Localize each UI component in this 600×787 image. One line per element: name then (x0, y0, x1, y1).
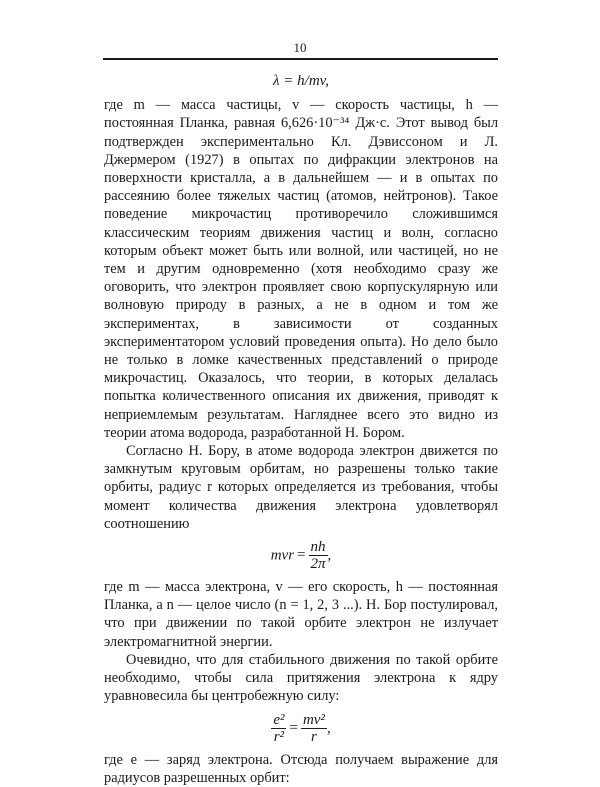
formula-bohr-fraction (309, 539, 328, 572)
formula-force-comma: , (326, 719, 331, 736)
formula-force-left-fraction (271, 712, 286, 745)
formula-force-right-fraction (301, 712, 327, 745)
formula-force-left-denominator: r² (273, 728, 285, 745)
formula-bohr-comma: , (327, 547, 332, 564)
paragraph-2: Согласно Н. Бору, в атоме водорода электрон движется по замкнутым круговым орбитам, но разрешены только такие орбиты, радиус r которых определяется из требования, чтобы момент количества движения электрона удовлетворял соотношению (104, 443, 498, 532)
formula-bohr-lhs: mvr (270, 547, 295, 564)
formula-force-right-numerator: mv² (302, 711, 325, 728)
body-text (104, 68, 498, 787)
formula-force-left-numerator: e² (273, 711, 285, 728)
page-number: 10 (293, 40, 307, 55)
paragraph-1: где m — масса частицы, v — скорость частицы, h — постоянная Планка, равная 6,626·10⁻³⁴ Дж·с. Этот вывод был подтвержден экспериментально Кл. Дэвиссоном и Л. Джермером (1927) в опытах по дифракции электронов на поверхности кристалла, а в дальнейшем — и в опытах по рассеянию более тяжелых частиц (атомов, нейтронов). Такое поведение микрочастиц противоречило сложившимся классическим теориям движения частиц и волн, согласно которым объект может быть или волной, или частицей, но не тем и другим одновременно (хотя необходимо сразу же оговорить, что электрон проявляет свою корпускулярную или волновую природу в разных, а не в одном и том же экспериментах, в зависимости от созданных экспериментатором условий проведения опыта). Но дело было не только в ломке качественных представлений о природе микрочастиц. Оказалось, что теории, в которых делалась попытка количественного описания их движения, приводят к неприемлемым результатам. Нагляднее всего это видно из теории атома водорода, разработанной Н. Бором. (104, 97, 498, 441)
formula-bohr-denominator: 2π (310, 556, 326, 573)
header-rule (103, 58, 498, 60)
formula-force-equals: = (289, 719, 298, 736)
formula-force-balance (104, 712, 498, 745)
formula-bohr-numerator: nh (309, 539, 328, 556)
formula-de-broglie: λ = h/mv, (273, 73, 329, 89)
formula-force-right-denominator: r (311, 728, 317, 745)
paragraph-5: где e — заряд электрона. Отсюда получаем выражение для радиусов разрешенных орбит: (104, 751, 498, 786)
formula-bohr-quantization (104, 539, 498, 572)
paragraph-3: где m — масса электрона, v — его скорость, h — постоянная Планка, а n — целое число (n = 1, 2, 3 ...). Н. Бор постулировал, что при движении по такой орбите электрон не излучает электромагнитной энергии. (104, 579, 498, 650)
paragraph-4: Очевидно, что для стабильного движения по такой орбите необходимо, чтобы сила притяжения электрона к ядру уравновесила бы центробежную силу: (104, 651, 498, 705)
formula-bohr-equals: = (297, 547, 306, 564)
